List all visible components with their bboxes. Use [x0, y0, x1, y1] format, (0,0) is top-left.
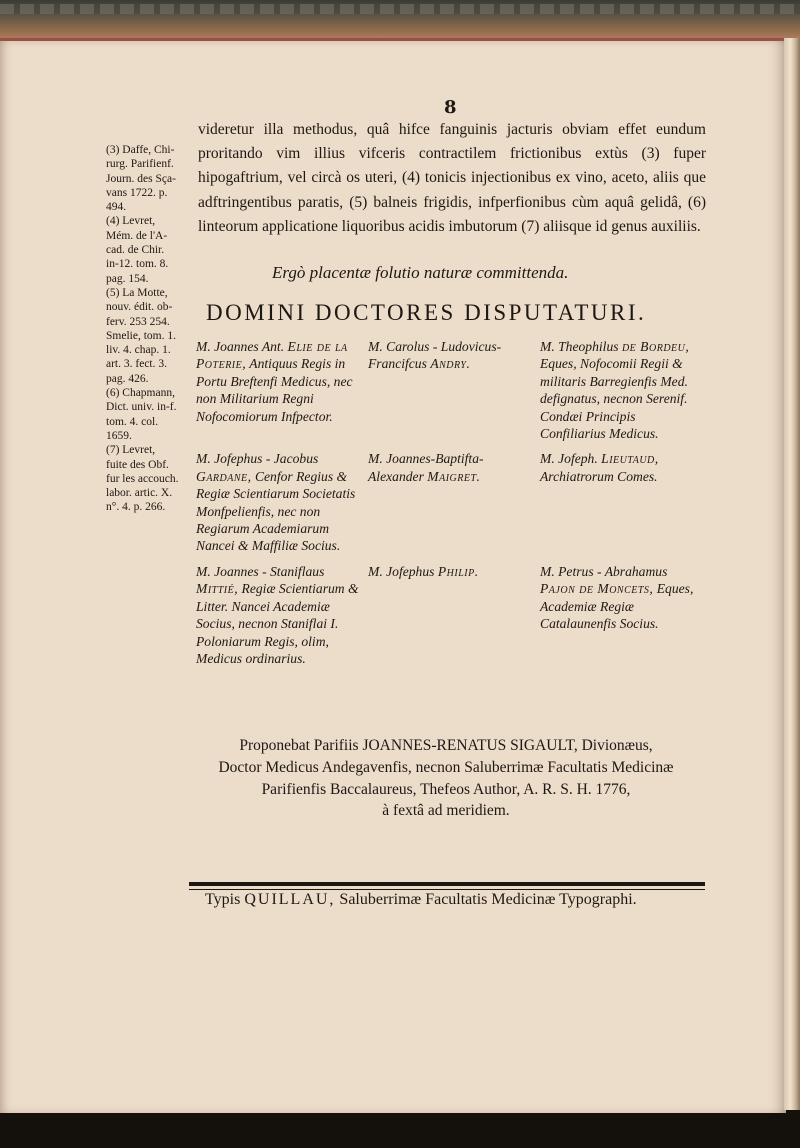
- margin-note-line: rurg. Parifienf.: [106, 158, 174, 171]
- imprint-line-4: à fextâ ad meridiem.: [382, 802, 510, 820]
- doctor-prefix: M. Jofephus: [368, 563, 435, 579]
- double-rule-thick: [189, 882, 705, 886]
- margin-note-line: (4) Levret,: [106, 215, 156, 228]
- margin-note-line: pag. 154.: [106, 272, 149, 285]
- double-rule-thin: [189, 889, 705, 890]
- printer-colophon: [205, 891, 637, 909]
- margin-note-line: (5) La Motte,: [106, 286, 168, 299]
- doctor-titles: Antiquus Regis in Portu Breftenfi Medicus, nec non Militarium Regni Nofocomiorum Infpector.: [196, 356, 353, 424]
- imprint-line-3: Parifienfis Baccalaureus, Thefeos Author, A. R. S. H. 1776,: [261, 780, 631, 798]
- page-gutter-edge: [784, 38, 800, 1110]
- doctor-surname: Andry.: [430, 356, 471, 372]
- margin-note-line: n°. 4. p. 266.: [106, 501, 166, 514]
- margin-note-line: fuite des Obf.: [106, 458, 169, 471]
- doctor-prefix: M. Jofephus - Jacobus: [196, 451, 319, 467]
- doctor-prefix: M. Joannes-Baptifta-Alexander: [368, 451, 484, 484]
- margin-note-line: Mém. de l'A-: [106, 229, 168, 242]
- doctor-entry: [368, 563, 540, 667]
- binding-stitching: [0, 4, 800, 14]
- section-heading: DOMINI DOCTORES DISPUTATURI.: [206, 300, 647, 325]
- margin-note-line: Smelie, tom. 1.: [106, 329, 176, 342]
- margin-note-line: liv. 4. chap. 1.: [106, 344, 171, 357]
- doctor-prefix: M. Jofeph.: [540, 451, 598, 467]
- doctor-entry: [540, 563, 708, 667]
- doctor-entry: [196, 563, 368, 667]
- page-number: 8: [444, 97, 457, 118]
- printer-name: QUILLAU,: [244, 891, 336, 908]
- doctor-prefix: M. Theophilus: [540, 339, 619, 354]
- doctor-entry: [368, 450, 540, 554]
- doctor-titles: Regiæ Scientiarum & Litter. Nancei Academiæ Socius, necnon Staniflai I. Poloniarum Regis, olim, Medicus ordinarius.: [196, 581, 359, 666]
- doctor-prefix: M. Carolus - Ludovicus-Francifcus: [368, 339, 502, 372]
- doctor-prefix: M. Joannes Ant.: [196, 339, 285, 354]
- margin-note-line: Dict. univ. in-f.: [106, 401, 177, 414]
- doctors-list: [196, 338, 708, 675]
- margin-note-line: 494.: [106, 201, 127, 214]
- margin-note-line: tom. 4. col.: [106, 415, 159, 428]
- doctor-titles: Eques, Nofocomii Regii & militaris Barregienfis Med. defignatus, necnon Serenif. Condæi Principis Confiliarius Medicus.: [540, 356, 688, 442]
- margin-note-line: 1659.: [106, 429, 132, 442]
- doctor-surname: Maigret.: [427, 468, 481, 484]
- margin-note-line: art. 3. fect. 3.: [106, 358, 167, 371]
- margin-note-line: Journ. des Sça-: [106, 172, 176, 185]
- doctor-surname: Elie de la Poterie,: [196, 339, 348, 372]
- margin-note-line: (3) Daffe, Chi-: [106, 144, 175, 156]
- doctor-surname: Gardane,: [196, 468, 252, 484]
- margin-note-line: labor. artic. X.: [106, 487, 173, 500]
- printer-rest: Saluberrimæ Facultatis Medicinæ Typographi.: [339, 891, 637, 908]
- margin-note-line: (7) Levret,: [106, 444, 156, 457]
- doctor-surname: Mittié,: [196, 581, 239, 597]
- body-paragraph: videretur illa methodus, quâ hifce fanguinis jacturis obviam effet eundum proritando vim illius vifceris contractilem frictionibus extùs (3) fuper hipogaftrium, vel circà os uteri, (4) tonicis injectionibus ex vino, aceto, aliis que adftringentibus paratis, (5) balneis frigidis, infperfionibus cùm aquâ gelidâ, (6) linteorum applicatione liquoribus acidis imbutorum (7) aliisque id genus auxiliis.: [198, 121, 706, 235]
- doctor-titles: Cenfor Regius & Regiæ Scientiarum Societatis Monfpelienfis, nec non Regiarum Academiarum Nancei & Maffiliæ Socius.: [196, 468, 356, 554]
- printer-prefix: Typis: [205, 891, 241, 908]
- doctor-prefix: M. Petrus - Abrahamus: [540, 563, 668, 579]
- doctor-entry: [196, 338, 368, 442]
- margin-note-line: pag. 426.: [106, 372, 149, 385]
- doctor-entry: [196, 450, 368, 554]
- margin-note-line: cad. de Chir.: [106, 244, 165, 257]
- margin-note-line: fur les accouch.: [106, 472, 179, 485]
- margin-note-line: nouv. édit. ob-: [106, 301, 173, 314]
- doctor-entry: [368, 338, 540, 442]
- doctor-surname: Lieutaud,: [601, 451, 659, 467]
- imprint-block: [186, 735, 706, 822]
- margin-note-line: vans 1722. p.: [106, 186, 168, 199]
- doctor-titles: Archiatrorum Comes.: [540, 468, 658, 484]
- doctor-surname: de Bordeu,: [621, 339, 690, 354]
- margin-note-line: in-12. tom. 8.: [106, 258, 169, 271]
- conclusion-line: Ergò placentæ folutio naturæ committenda.: [272, 263, 569, 282]
- margin-notes: [106, 143, 192, 515]
- doctor-titles: Eques, Academiæ Regiæ Catalaunenfis Socius.: [540, 581, 694, 632]
- doctor-entry: [540, 450, 708, 554]
- doctor-surname: Pajon de Moncets,: [540, 581, 654, 597]
- imprint-line-1: Proponebat Parifiis JOANNES-RENATUS SIGAULT, Divionæus,: [239, 737, 653, 754]
- margin-note-line: ferv. 253 254.: [106, 315, 170, 328]
- doctor-surname: Philip.: [437, 563, 479, 579]
- doctor-entry: [540, 338, 708, 442]
- imprint-line-2: Doctor Medicus Andegavenfis, necnon Saluberrimæ Facultatis Medicinæ: [218, 758, 674, 776]
- margin-note-line: (6) Chapmann,: [106, 387, 175, 400]
- doctor-prefix: M. Joannes - Staniflaus: [196, 563, 325, 579]
